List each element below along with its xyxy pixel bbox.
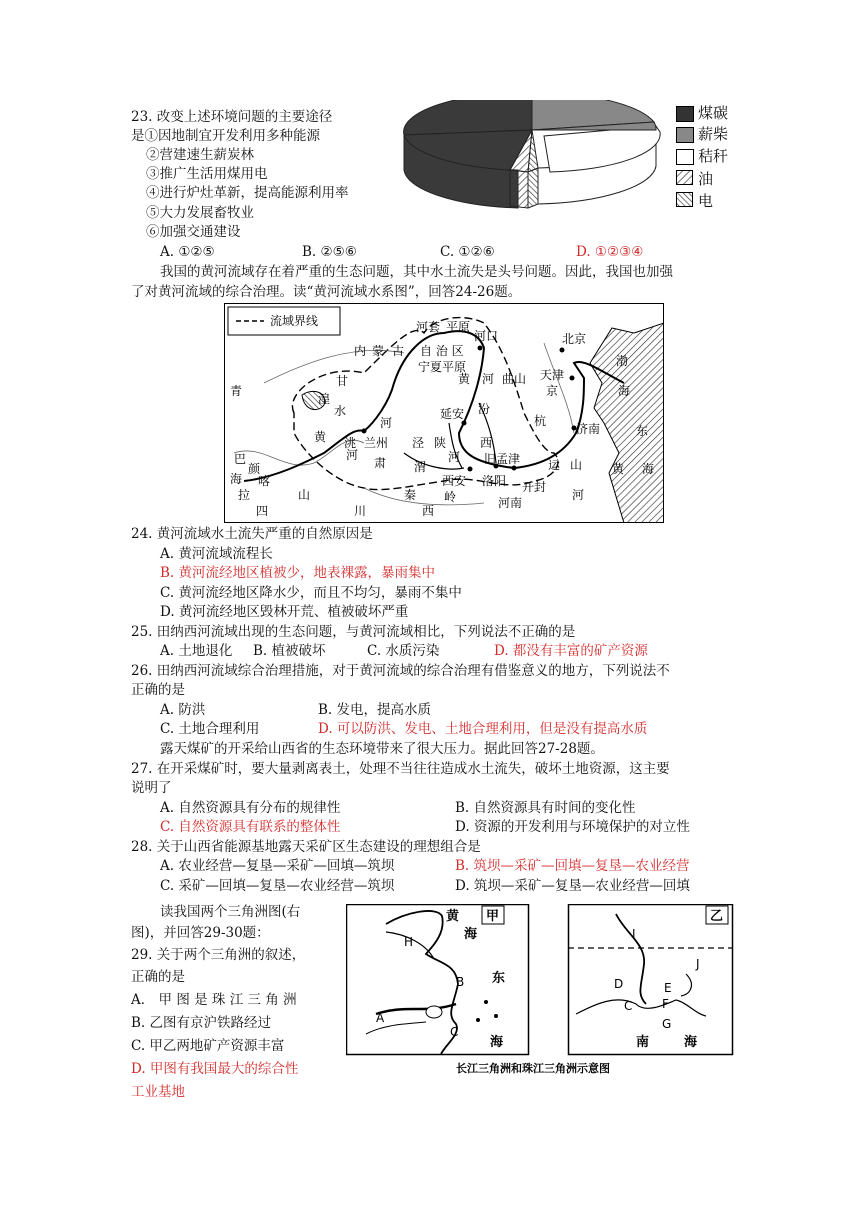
q28-option-d: D. 筑坝—采矿—复垦—农业经营—回填 [455,878,690,894]
svg-text:黄: 黄 [458,372,471,386]
legend-label: 油 [698,170,714,188]
svg-text:自 治 区: 自 治 区 [420,344,464,358]
q23-item: ③推广生活用煤用电 [146,166,268,182]
intro-text: 露天煤矿的开采给山西省的生态环境带来了很大压力。据此回答27-28题。 [160,741,604,757]
q26-option-a: A. 防洪 [160,702,206,718]
q23-stem: 23. 改变上述环境问题的主要途径 [131,109,333,125]
q29-option-b: B. 乙图有京沪铁路经过 [131,1015,272,1031]
q29-stem: 29. 关于两个三角洲的叙述， [131,947,306,963]
q24-stem: 24. 黄河流域水土流失严重的自然原因是 [131,526,373,542]
q27-stem-cont: 说明了 [131,780,172,796]
svg-text:水: 水 [334,404,347,418]
svg-text:曲山: 曲山 [502,372,527,386]
svg-text:河口: 河口 [474,329,499,343]
q28-option-b: B. 筑坝—采矿—回填—复垦—农业经营 [455,858,690,874]
svg-text:运: 运 [548,458,561,472]
legend-label: 煤碳 [698,104,729,122]
svg-text:汾: 汾 [478,402,491,416]
svg-text:杭: 杭 [534,414,547,428]
svg-text:开封: 开封 [522,480,547,494]
svg-text:山: 山 [298,488,311,502]
q23-option-c: C. ①②⑥ [440,244,495,260]
q24-option-a: A. 黄河流域流程长 [160,546,273,562]
q23-item: ⑥加强交通建设 [146,224,241,240]
svg-text:G: G [662,1017,672,1031]
svg-text:海: 海 [230,472,243,486]
svg-text:西: 西 [422,504,435,518]
svg-text:喀: 喀 [258,474,271,488]
intro-text: 我国的黄河流域存在着严重的生态问题，其中水土流失是头号问题。因此，我国也加强 [160,264,673,280]
q29-option-d-cont: 工业基地 [131,1084,185,1100]
svg-text:C: C [450,1025,459,1039]
svg-text:天津: 天津 [540,368,565,382]
svg-text:京: 京 [546,384,559,398]
svg-text:洛阳: 洛阳 [482,474,507,488]
svg-text:B: B [456,975,465,989]
svg-text:青: 青 [230,384,243,398]
q23-item: ⑤大力发展畜牧业 [146,205,254,221]
q28-option-a: A. 农业经营—复垦—采矿—回填—筑坝 [160,858,395,874]
svg-text:兰州: 兰州 [364,436,389,450]
q27-option-b: B. 自然资源具有时间的变化性 [455,800,636,816]
svg-text:河: 河 [482,372,495,386]
q26-stem-cont: 正确的是 [131,682,185,698]
svg-text:A: A [376,1011,385,1025]
svg-text:东: 东 [636,424,649,438]
legend-swatch-coal [676,106,694,122]
svg-text:E: E [664,981,672,995]
svg-text:秦: 秦 [404,488,417,502]
svg-text:海: 海 [684,1035,698,1050]
svg-text:蒙: 蒙 [372,344,385,358]
q25-option-d: D. 都没有丰富的矿产资源 [494,643,648,659]
svg-text:东: 东 [492,971,506,986]
legend-label: 薪柴 [698,125,729,143]
delta-maps [346,904,734,1078]
svg-text:F: F [662,997,669,1011]
svg-text:渤: 渤 [616,354,629,368]
q25-option-a: A. 土地退化 [160,643,233,659]
svg-text:甘: 甘 [336,374,349,388]
q25-stem: 25. 田纳西河流域出现的生态问题，与黄河流域相比，下列说法不正确的是 [131,624,576,640]
svg-text:D: D [614,977,624,991]
q29-option-c: C. 甲乙两地矿产资源丰富 [131,1038,285,1054]
svg-text:河: 河 [346,448,359,462]
q29-option-d: D. 甲图有我国最大的综合性 [131,1061,299,1077]
svg-text:河套: 河套 [416,320,441,334]
svg-text:西安: 西安 [442,474,467,488]
delta-map-caption: 长江三角洲和珠江三角洲示意图 [456,1062,610,1075]
svg-text:南: 南 [636,1035,650,1050]
q24-option-d: D. 黄河流经地区毁林开荒、植被破坏严重 [160,604,409,620]
map-label-yi: 乙 [710,909,724,924]
q27-option-d: D. 资源的开发利用与环境保护的对立性 [455,819,690,835]
q23-item: ④进行炉灶革新，提高能源利用率 [146,185,349,201]
svg-text:泾: 泾 [412,436,425,450]
legend-swatch-oil [676,170,694,186]
svg-text:黄: 黄 [314,430,327,444]
svg-text:颜: 颜 [248,462,261,476]
svg-text:平原: 平原 [446,320,471,334]
svg-text:济南: 济南 [576,422,601,436]
q27-option-c: C. 自然资源具有联系的整体性 [160,819,341,835]
intro-text: 了对黄河流域的综合治理。读“黄河流域水系图”，回答24-26题。 [131,284,522,300]
svg-text:H: H [404,935,414,949]
legend-swatch-firewood [676,127,694,143]
map-label-jia: 甲 [486,909,500,924]
legend-label: 电 [698,192,714,210]
q26-option-d: D. 可以防洪、发电、土地合理利用，但是没有提高水质 [318,721,648,737]
q23-option-b: B. ②⑤⑥ [302,244,357,260]
svg-text:河南: 河南 [498,496,523,510]
svg-text:海: 海 [618,384,631,398]
q23-item: ②营建速生薪炭林 [146,147,254,163]
legend-label: 秸秆 [698,147,729,165]
svg-text:河: 河 [380,416,393,430]
intro-text: 图)，并回答29-30题： [131,925,270,941]
q28-option-c: C. 采矿—回填—复垦—农业经营—筑坝 [160,878,395,894]
legend-swatch-electricity [676,192,694,208]
svg-text:岭: 岭 [444,490,457,504]
svg-text:海: 海 [490,1035,504,1050]
q27-option-a: A. 自然资源具有分布的规律性 [160,800,341,816]
svg-text:延安: 延安 [440,407,465,421]
svg-text:黄: 黄 [446,909,460,924]
svg-text:J: J [696,957,700,971]
svg-text:旧孟津: 旧孟津 [484,452,521,466]
svg-text:湟: 湟 [318,392,331,406]
q29-stem-cont: 正确的是 [131,969,185,985]
svg-text:北京: 北京 [562,332,587,346]
svg-text:西: 西 [480,436,493,450]
svg-text:河: 河 [448,450,461,464]
svg-text:陕: 陕 [434,436,447,450]
energy-chart-legend [676,104,756,214]
q23-option-a: A. ①②⑤ [160,244,215,260]
q23-option-d: D. ①②③④ [576,244,644,260]
q26-option-c: C. 土地合理利用 [160,721,260,737]
svg-text:巴: 巴 [234,452,247,466]
q27-stem: 27. 在开采煤矿时，要大量剥离表土，处理不当往往造成水土流失，破坏土地资源，这主要 [131,761,670,777]
svg-text:拉: 拉 [238,488,251,502]
q25-option-c: C. 水质污染 [367,643,440,659]
svg-text:渭: 渭 [414,460,427,474]
yellow-river-map [224,303,664,523]
q23-stem-cont: 是①因地制宜开发利用多种能源 [131,128,320,144]
q29-option-a: A． 甲 图 是 珠 江 三 角 洲 [131,992,297,1008]
q26-option-b: B. 发电，提高水质 [318,702,432,718]
svg-text:四: 四 [256,504,269,518]
svg-text:宁夏平原: 宁夏平原 [418,360,467,374]
svg-text:内: 内 [354,344,367,358]
svg-text:I: I [632,927,636,941]
svg-text:海: 海 [642,462,655,476]
svg-text:洮: 洮 [344,436,357,450]
q24-option-b: B. 黄河流经地区植被少，地表裸露，暴雨集中 [160,565,436,581]
svg-text:黄: 黄 [612,462,625,476]
svg-text:海: 海 [464,927,478,942]
map-legend-label: 流域界线 [270,314,319,328]
svg-text:肃: 肃 [374,456,387,470]
q28-stem: 28. 关于山西省能源基地露天采矿区生态建设的理想组合是 [131,839,481,855]
intro-text: 读我国两个三角洲图(右 [160,904,301,920]
svg-text:C: C [624,999,633,1013]
legend-swatch-straw [676,149,694,165]
svg-text:古: 古 [392,344,405,358]
q24-option-c: C. 黄河流经地区降水少，而且不均匀，暴雨不集中 [160,585,462,601]
svg-text:山: 山 [570,458,583,472]
q26-stem: 26. 田纳西河流域综合治理措施，对于黄河流域的综合治理有借鉴意义的地方，下列说法不 [131,663,670,679]
q25-option-b: B. 植被破坏 [253,643,326,659]
svg-text:河: 河 [572,488,585,502]
svg-text:川: 川 [354,504,367,518]
